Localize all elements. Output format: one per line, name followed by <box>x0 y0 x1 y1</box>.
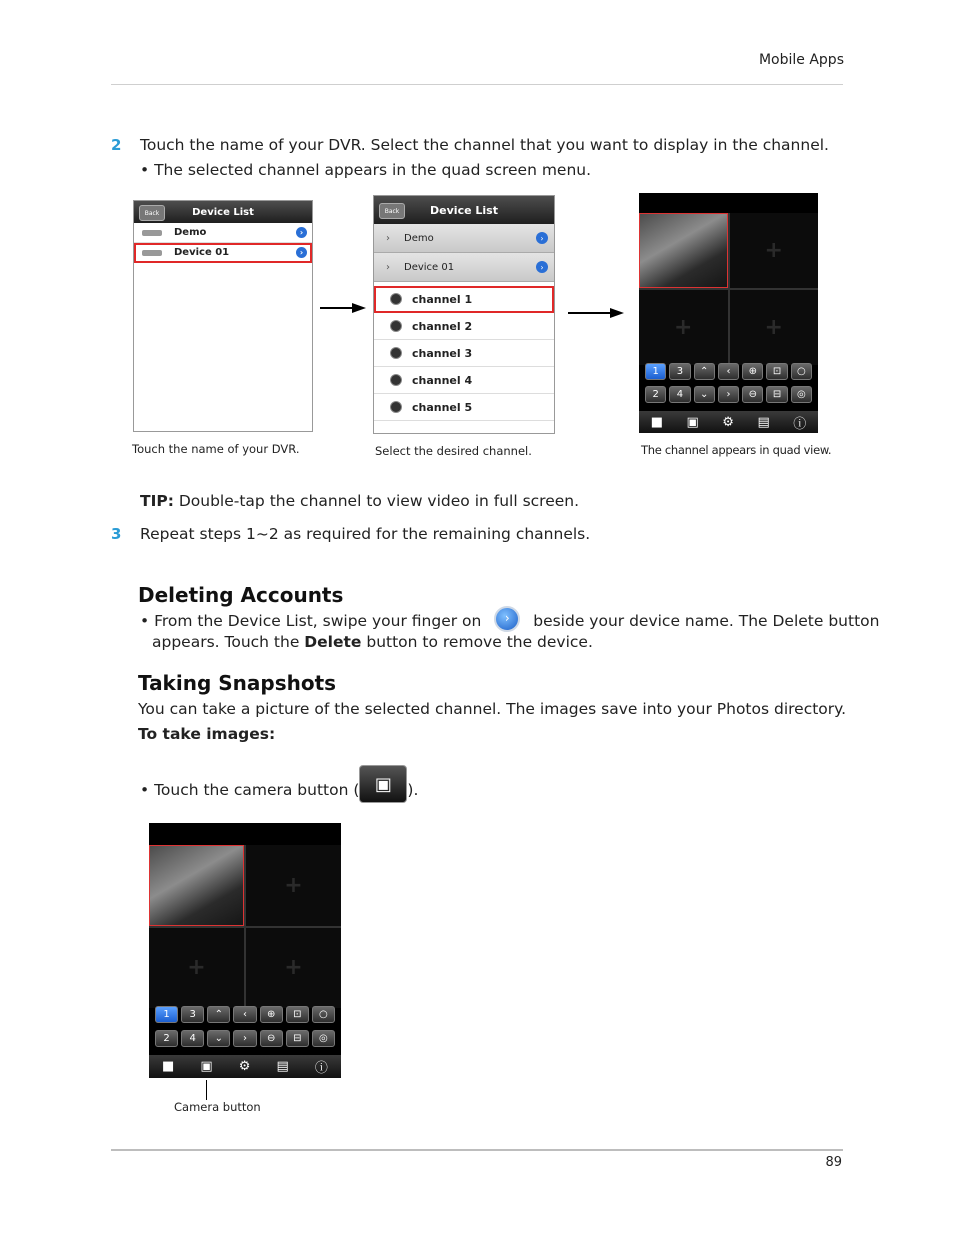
quad-tabbar <box>639 411 818 433</box>
pan-right-icon[interactable]: › <box>718 386 739 403</box>
info-icon[interactable]: ⓘ <box>314 1061 328 1076</box>
empty-channel-plus-icon[interactable]: + <box>730 213 819 288</box>
focus-out-icon[interactable]: ⊟ <box>766 386 787 403</box>
snapshots-intro: You can take a picture of the selected channel. The images save into your Photos directory. <box>138 700 847 718</box>
arrow-icon <box>320 303 366 313</box>
control-row-2 <box>149 1030 341 1047</box>
control-row-1 <box>149 1006 341 1023</box>
video-channel-1[interactable] <box>639 213 728 288</box>
deleting-text-d: button to remove the device. <box>361 633 593 651</box>
figure-caption-2: Select the desired channel. <box>375 444 532 458</box>
channel-3-button[interactable]: 3 <box>181 1006 204 1023</box>
channel-list-title: Device List <box>430 203 498 217</box>
step-number-3: 3 <box>111 525 122 543</box>
figure-caption-1: Touch the name of your DVR. <box>132 442 300 456</box>
camera-icon[interactable]: ▣ <box>200 1059 213 1074</box>
taking-snapshots-heading: Taking Snapshots <box>138 671 337 695</box>
device-row-demo[interactable] <box>134 223 312 243</box>
channel-label: channel 5 <box>412 400 473 414</box>
footer-divider <box>111 1149 843 1151</box>
iris-close-icon[interactable]: ◎ <box>312 1030 335 1047</box>
dvr-icon <box>142 230 162 236</box>
channel-4-button[interactable]: 4 <box>181 1030 204 1047</box>
empty-channel-plus-icon[interactable]: + <box>639 290 728 365</box>
channel-row-2[interactable] <box>374 313 554 340</box>
page-number: 89 <box>825 1155 842 1170</box>
tip-paragraph <box>140 491 579 512</box>
device-list-screenshot <box>133 200 313 432</box>
gear-icon[interactable]: ⚙ <box>238 1059 251 1074</box>
channel-3-button[interactable]: 3 <box>669 363 690 380</box>
zoom-out-icon[interactable]: ⊖ <box>260 1030 283 1047</box>
deleting-text-c: appears. Touch the <box>152 633 305 651</box>
delete-keyword: Delete <box>304 633 362 651</box>
iris-close-icon[interactable]: ◎ <box>791 386 812 403</box>
empty-channel-plus-icon[interactable]: + <box>246 928 341 1009</box>
deleting-text-a: • From the Device List, swipe your finger on <box>140 612 482 630</box>
device-row-demo[interactable] <box>374 224 554 253</box>
deleting-text-b: beside your device name. The Delete button <box>533 612 880 630</box>
camera-button-instruction <box>140 765 418 803</box>
camera-icon <box>390 293 402 305</box>
camera-bullet-text-b: ). <box>407 781 419 799</box>
camera-bullet-text-a: • Touch the camera button ( <box>140 781 360 799</box>
camera-icon <box>390 320 402 332</box>
focus-out-icon[interactable]: ⊟ <box>286 1030 309 1047</box>
camera-icon: ▣ <box>359 765 407 803</box>
device-name: Device 01 <box>404 261 455 273</box>
pan-left-icon[interactable]: ‹ <box>233 1006 256 1023</box>
chevron-right-icon: › <box>386 232 390 244</box>
control-row-2 <box>639 386 818 403</box>
back-button[interactable]: Back <box>139 205 165 221</box>
channel-label: channel 1 <box>412 292 473 306</box>
device-row-device-01[interactable] <box>134 243 312 263</box>
tip-text: Double-tap the channel to view video in full screen. <box>173 492 580 510</box>
device-list-titlebar <box>134 201 312 223</box>
device-name: Device 01 <box>174 247 230 258</box>
device-row-device-01[interactable] <box>374 253 554 282</box>
disclosure-icon[interactable]: › <box>296 227 307 238</box>
channel-list-titlebar <box>374 196 554 224</box>
control-row-1 <box>639 363 818 380</box>
device-name: Demo <box>404 232 434 244</box>
layout-icon[interactable]: ▤ <box>276 1059 289 1074</box>
quad-tabbar <box>149 1055 341 1078</box>
info-icon[interactable]: ⓘ <box>793 416 807 432</box>
camera-button-caption: Camera button <box>174 1100 261 1114</box>
back-button[interactable]: Back <box>379 203 405 219</box>
disclosure-icon: › <box>494 606 520 632</box>
channel-row-5[interactable] <box>374 394 554 421</box>
step-3-text: Repeat steps 1~2 as required for the remaining channels. <box>140 525 591 543</box>
camera-icon[interactable]: ▣ <box>686 414 699 430</box>
to-take-images-subheading: To take images: <box>138 725 276 743</box>
channel-2-button[interactable]: 2 <box>645 386 666 403</box>
iris-open-icon[interactable]: ○ <box>791 363 812 380</box>
channel-1-button[interactable]: 1 <box>645 363 666 380</box>
camera-icon <box>390 347 402 359</box>
disclosure-icon[interactable]: › <box>296 247 307 258</box>
pan-up-icon[interactable]: ⌃ <box>694 363 715 380</box>
channel-4-button[interactable]: 4 <box>669 386 690 403</box>
layout-icon[interactable]: ▤ <box>757 414 770 430</box>
disclosure-icon[interactable]: › <box>536 232 548 244</box>
deleting-accounts-heading: Deleting Accounts <box>138 583 344 607</box>
channel-row-1[interactable] <box>374 286 554 313</box>
channel-row-4[interactable] <box>374 367 554 394</box>
deleting-line-2 <box>152 632 593 653</box>
empty-channel-plus-icon[interactable]: + <box>730 290 819 365</box>
iris-open-icon[interactable]: ○ <box>312 1006 335 1023</box>
dvr-icon <box>142 250 162 256</box>
snapshot-quad-view-screenshot <box>149 823 341 1078</box>
video-channel-1[interactable] <box>149 845 244 926</box>
channel-row-3[interactable] <box>374 340 554 367</box>
pan-left-icon[interactable]: ‹ <box>718 363 739 380</box>
disclosure-icon[interactable]: › <box>536 261 548 273</box>
channel-list-screenshot <box>373 195 555 434</box>
stop-icon[interactable]: ■ <box>162 1059 175 1074</box>
camera-icon <box>390 374 402 386</box>
focus-in-icon[interactable]: ⊡ <box>286 1006 309 1023</box>
tip-label: TIP: <box>140 492 174 510</box>
focus-in-icon[interactable]: ⊡ <box>766 363 787 380</box>
chevron-right-icon: › <box>386 261 390 273</box>
zoom-in-icon[interactable]: ⊕ <box>260 1006 283 1023</box>
channel-1-button[interactable]: 1 <box>155 1006 178 1023</box>
pan-down-icon[interactable]: ⌄ <box>694 386 715 403</box>
figure-caption-3: The channel appears in quad view. <box>641 443 832 457</box>
pan-down-icon[interactable]: ⌄ <box>207 1030 230 1047</box>
arrow-icon <box>568 308 624 318</box>
quad-grid <box>149 845 341 1008</box>
step-2-text: Touch the name of your DVR. Select the channel that you want to display in the channel. <box>140 136 829 154</box>
step-number-2: 2 <box>111 136 122 154</box>
stop-icon[interactable]: ■ <box>650 414 664 430</box>
pan-right-icon[interactable]: › <box>233 1030 256 1047</box>
pan-up-icon[interactable]: ⌃ <box>207 1006 230 1023</box>
channel-2-button[interactable]: 2 <box>155 1030 178 1047</box>
callout-line <box>206 1080 207 1100</box>
deleting-line-1 <box>140 611 879 632</box>
step-2-bullet: • The selected channel appears in the quad screen menu. <box>140 161 592 179</box>
running-header: Mobile Apps <box>758 52 844 68</box>
empty-channel-plus-icon[interactable]: + <box>246 845 341 926</box>
quad-view-screenshot <box>639 193 818 433</box>
channel-label: channel 3 <box>412 346 473 360</box>
zoom-in-icon[interactable]: ⊕ <box>742 363 763 380</box>
zoom-out-icon[interactable]: ⊖ <box>742 386 763 403</box>
device-name: Demo <box>174 227 207 238</box>
quad-grid <box>639 213 818 365</box>
camera-icon <box>390 401 402 413</box>
channel-label: channel 2 <box>412 319 473 333</box>
header-divider <box>111 84 843 85</box>
channel-label: channel 4 <box>412 373 473 387</box>
device-list-title: Device List <box>192 206 254 218</box>
empty-channel-plus-icon[interactable]: + <box>149 928 244 1009</box>
gear-icon[interactable]: ⚙ <box>722 414 734 430</box>
